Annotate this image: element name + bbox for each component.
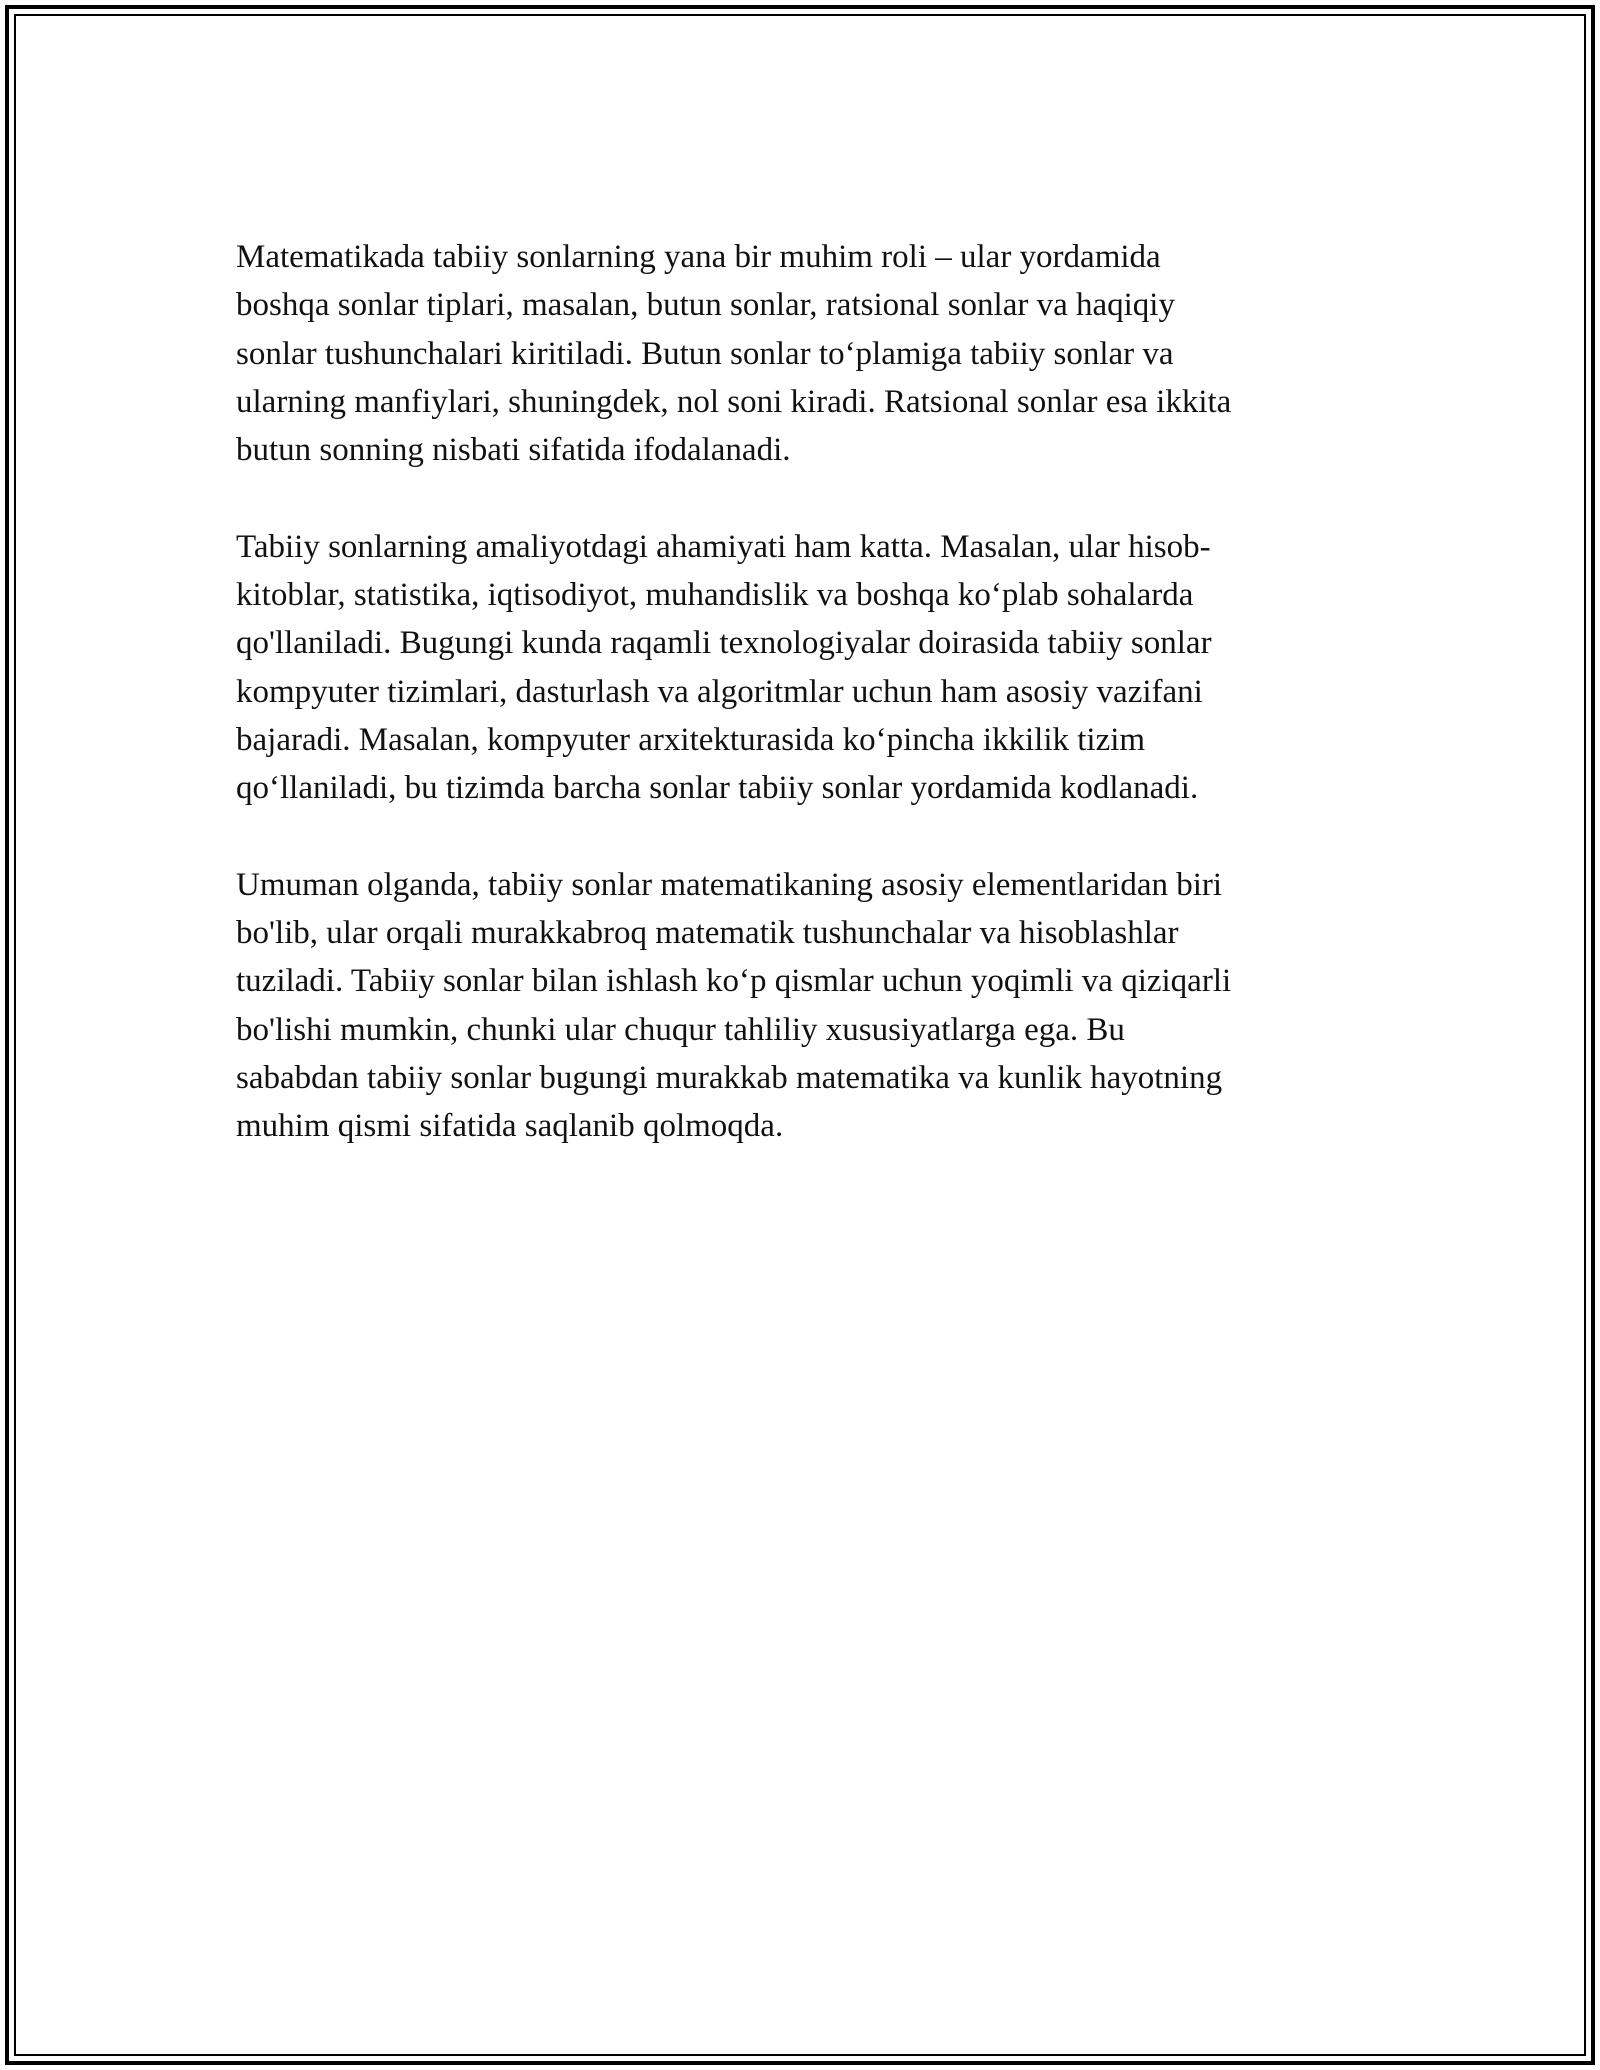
paragraph-3: Umuman olganda, tabiiy sonlar matematikaning asosiy elementlaridan biri bo'lib, ular orqali murakkabroq matematik tushunchalar va hisoblashlar tuziladi. Tabiiy sonlar bilan ishlash ko‘p qismlar uchun yoqimli va qiziqarli bo'lishi mumkin, chunki ular chuqur tahliliy xususiyatlarga ega. Bu sababdan tabiiy sonlar bugungi murakkab matematika va kunlik hayotning muhim qismi sifatida saqlanib qolmoqda.: [236, 866, 1232, 1145]
document-body: [236, 233, 1361, 1199]
paragraph-2: Tabiiy sonlarning amaliyotdagi ahamiyati ham katta. Masalan, ular hisob- kitoblar, statistika, iqtisodiyot, muhandislik va boshqa ko‘plab sohalarda qo'llaniladi. Bugungi kunda raqamli texnologiyalar doirasida tabiiy sonlar kompyuter tizimlari, dasturlash va algoritmlar uchun ham asosiy vazifani bajaradi. Masalan, kompyuter arxitekturasida ko‘pincha ikkilik tizim qo‘llaniladi, bu tizimda barcha sonlar tabiiy sonlar yordamida kodlanadi.: [236, 528, 1212, 807]
paragraph-1: Matematikada tabiiy sonlarning yana bir muhim roli – ular yordamida boshqa sonlar tiplari, masalan, butun sonlar, ratsional sonlar va haqiqiy sonlar tushunchalari kiritiladi. Butun sonlar to‘plamiga tabiiy sonlar va ularning manfiylari, shuningdek, nol soni kiradi. Ratsional sonlar esa ikkita butun sonning nisbati sifatida ifodalanadi.: [236, 239, 1232, 469]
